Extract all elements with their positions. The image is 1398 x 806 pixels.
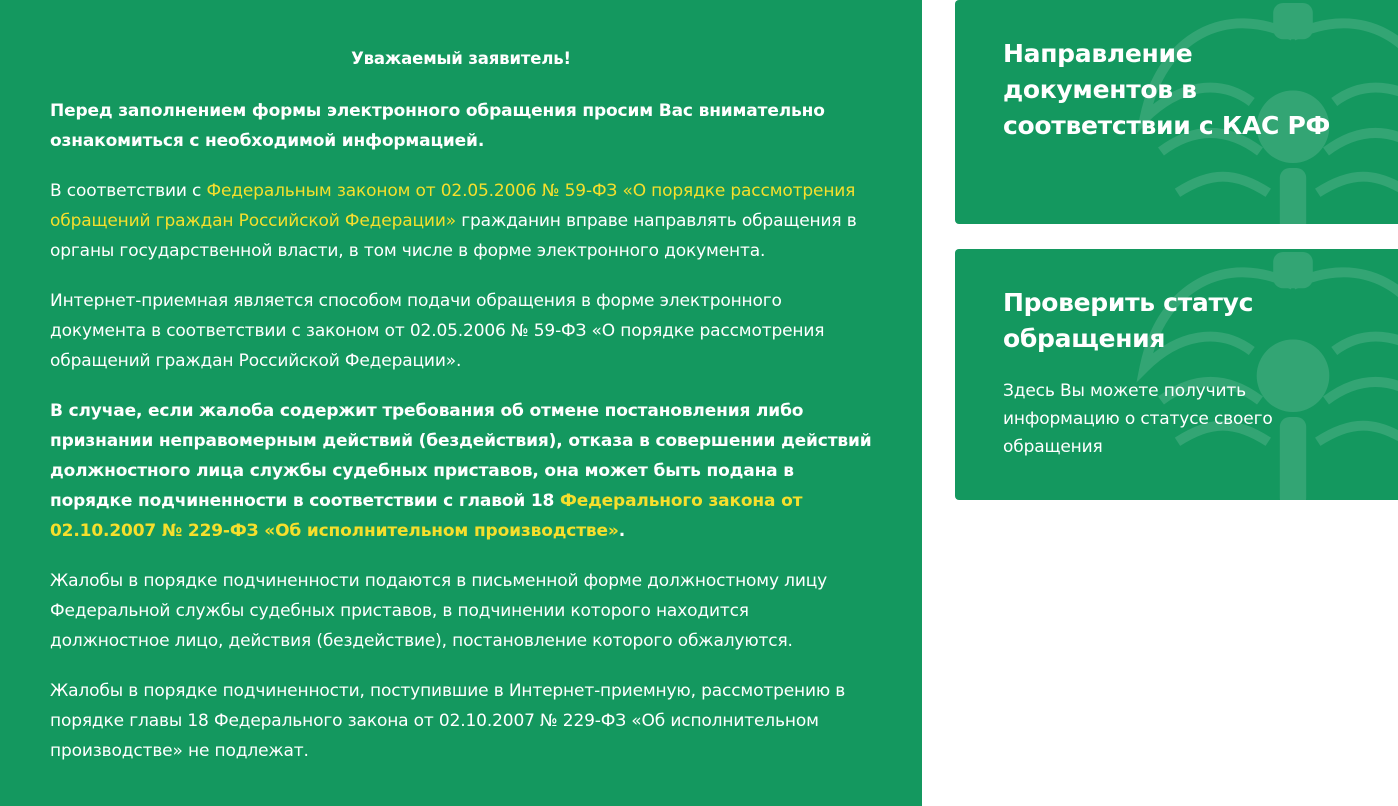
check-status-card[interactable] [955,249,1398,500]
law-229-fz-link[interactable]: Федерального закона от 02.10.2007 № 229-ФЗ «Об исполнительном производстве» [50,491,803,541]
complaint-paragraph [50,396,872,546]
law-paragraph-text-after: гражданин вправе направлять обращения в органы государственной власти, в том числе в форме электронного документа. [50,211,857,261]
not-subject-paragraph: Жалобы в порядке подчиненности, поступившие в Интернет-приемную, рассмотрению в порядке главы 18 Федерального закона от 02.10.2007 № 229-ФЗ «Об исполнительном производстве» не подлежат. [50,681,846,761]
intro-paragraph: Перед заполнением формы электронного обращения просим Вас внимательно ознакомиться с необходимой информацией. [50,101,825,151]
greeting-heading: Уважаемый заявитель! [351,49,571,68]
reception-paragraph: Интернет-приемная является способом подачи обращения в форме электронного документа в соответствии с законом от 02.05.2006 № 59-ФЗ «О порядке рассмотрения обращений граждан Российской Федерации». [50,291,825,371]
status-card-description: Здесь Вы можете получить информацию о статусе своего обращения [1003,381,1273,457]
status-card-title: Проверить статус обращения [1003,288,1254,353]
kas-card-title: Направление документов в соответствии с КАС РФ [1003,39,1330,140]
law-paragraph-text-before: В соответствии с [50,181,207,201]
complaint-paragraph-text-before: В случае, если жалоба содержит требования об отмене постановления либо признании неправомерным действий (бездействия), отказа в совершении действий должностного лица службы судебных приставов, она может быть подана в порядке подчиненности в соответствии с главой 18 [50,401,872,511]
law-59-fz-link[interactable]: Федеральным законом от 02.05.2006 № 59-ФЗ «О порядке рассмотрения обращений граждан Российской Федерации» [50,181,856,231]
subordination-paragraph: Жалобы в порядке подчиненности подаются в письменной форме должностному лицу Федеральной службы судебных приставов, в подчинении которого находится должностное лицо, действия (бездействие), постановление которого обжалуются. [50,571,828,651]
kas-documents-card[interactable] [955,0,1398,224]
complaint-paragraph-text-after: . [618,521,626,541]
law-paragraph [50,176,872,266]
